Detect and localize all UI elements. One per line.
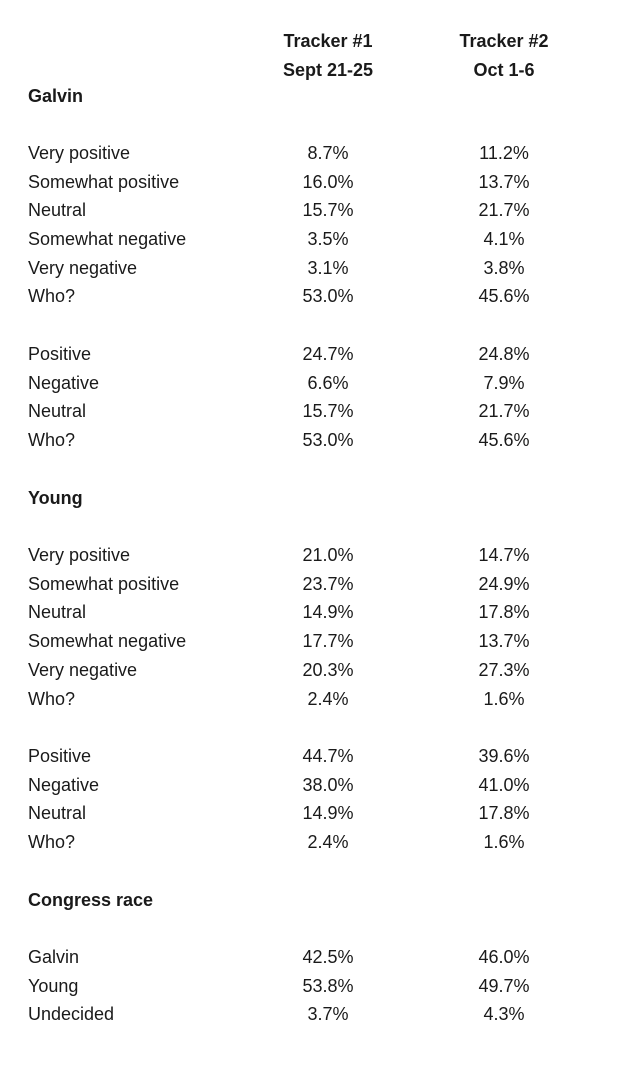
tracker1-value: 8.7% — [307, 143, 349, 163]
row-label: Who? — [28, 689, 76, 709]
tracker1-value: 15.7% — [302, 200, 354, 220]
tracker1-value: 2.4% — [307, 689, 349, 709]
table-row — [0, 229, 640, 257]
tracker1-value: 3.7% — [307, 1004, 349, 1024]
table-row — [0, 1004, 640, 1032]
section-title: Galvin — [28, 86, 84, 106]
table-row — [0, 545, 640, 573]
col1-title: Tracker #1 — [283, 31, 373, 51]
tracker2-value: 21.7% — [478, 401, 530, 421]
row-label: Very negative — [28, 660, 138, 680]
tracker1-value: 23.7% — [302, 574, 354, 594]
tracker2-value: 39.6% — [478, 746, 530, 766]
row-label: Undecided — [28, 1004, 115, 1024]
table-row — [0, 430, 640, 458]
row-label: Negative — [28, 373, 100, 393]
table-row — [0, 574, 640, 602]
row-label: Neutral — [28, 200, 87, 220]
row-label: Very negative — [28, 258, 138, 278]
table-row — [0, 775, 640, 803]
tracker2-value: 13.7% — [478, 172, 530, 192]
tracker1-value: 17.7% — [302, 631, 354, 651]
col1-dates: Sept 21-25 — [282, 60, 374, 80]
table-row — [0, 401, 640, 429]
row-label: Somewhat positive — [28, 574, 180, 594]
tracker2-value: 3.8% — [483, 258, 525, 278]
tracker2-value: 1.6% — [483, 689, 525, 709]
row-label: Negative — [28, 775, 100, 795]
row-label: Somewhat negative — [28, 229, 187, 249]
tracker2-value: 45.6% — [478, 286, 530, 306]
row-label: Young — [28, 976, 79, 996]
tracker2-value: 4.3% — [483, 1004, 525, 1024]
row-label: Who? — [28, 832, 76, 852]
tracker2-value: 14.7% — [478, 545, 530, 565]
tracker1-value: 44.7% — [302, 746, 354, 766]
tracker1-value: 53.8% — [302, 976, 354, 996]
tracker2-value: 17.8% — [478, 803, 530, 823]
table-row — [0, 373, 640, 401]
tracker2-value: 24.9% — [478, 574, 530, 594]
table-row — [0, 689, 640, 717]
row-label: Positive — [28, 746, 92, 766]
row-label: Neutral — [28, 401, 87, 421]
tracker2-value: 49.7% — [478, 976, 530, 996]
table-row — [0, 200, 640, 228]
col2-header — [424, 27, 584, 85]
col2-dates: Oct 1-6 — [473, 60, 535, 80]
tracker2-value: 24.8% — [478, 344, 530, 364]
table-row — [0, 143, 640, 171]
tracker2-value: 4.1% — [483, 229, 525, 249]
table-row — [0, 344, 640, 372]
table-row — [0, 660, 640, 688]
table-row — [0, 631, 640, 659]
tracker2-value: 41.0% — [478, 775, 530, 795]
row-label: Who? — [28, 286, 76, 306]
tracker1-value: 15.7% — [302, 401, 354, 421]
col1-header — [248, 27, 408, 85]
tracker2-value: 1.6% — [483, 832, 525, 852]
col2-title: Tracker #2 — [459, 31, 549, 51]
table-row — [0, 947, 640, 975]
table-row — [0, 832, 640, 860]
tracker1-value: 24.7% — [302, 344, 354, 364]
row-label: Positive — [28, 344, 92, 364]
tracker2-value: 11.2% — [479, 143, 529, 163]
table-row — [0, 172, 640, 200]
tracker1-value: 14.9% — [302, 602, 354, 622]
row-label: Somewhat negative — [28, 631, 187, 651]
table-row — [0, 803, 640, 831]
row-label: Neutral — [28, 803, 87, 823]
tracker1-value: 21.0% — [302, 545, 354, 565]
row-label: Galvin — [28, 947, 80, 967]
tracker1-value: 6.6% — [307, 373, 349, 393]
tracker1-value: 42.5% — [302, 947, 354, 967]
table-row — [0, 976, 640, 1004]
row-label: Who? — [28, 430, 76, 450]
row-label: Somewhat positive — [28, 172, 180, 192]
table-row — [0, 258, 640, 286]
tracker1-value: 14.9% — [302, 803, 354, 823]
tracker1-value: 2.4% — [307, 832, 349, 852]
section-title: Congress race — [28, 890, 154, 910]
tracker1-value: 38.0% — [302, 775, 354, 795]
tracker2-value: 13.7% — [478, 631, 530, 651]
tracker1-value: 16.0% — [302, 172, 354, 192]
tracker2-value: 7.9% — [483, 373, 525, 393]
tracker1-value: 3.1% — [307, 258, 349, 278]
tracker2-value: 46.0% — [478, 947, 530, 967]
tracker2-value: 27.3% — [478, 660, 530, 680]
row-label: Very positive — [28, 545, 131, 565]
tracker1-value: 53.0% — [302, 430, 354, 450]
row-label: Neutral — [28, 602, 87, 622]
tracker1-value: 3.5% — [307, 229, 349, 249]
table-row — [0, 746, 640, 774]
tracker1-value: 53.0% — [302, 286, 354, 306]
tracker2-value: 21.7% — [478, 200, 530, 220]
table-row — [0, 286, 640, 314]
tracker2-value: 17.8% — [478, 602, 530, 622]
row-label: Very positive — [28, 143, 131, 163]
tracker2-value: 45.6% — [478, 430, 530, 450]
table-row — [0, 602, 640, 630]
section-title: Young — [28, 488, 83, 508]
tracker1-value: 20.3% — [302, 660, 354, 680]
